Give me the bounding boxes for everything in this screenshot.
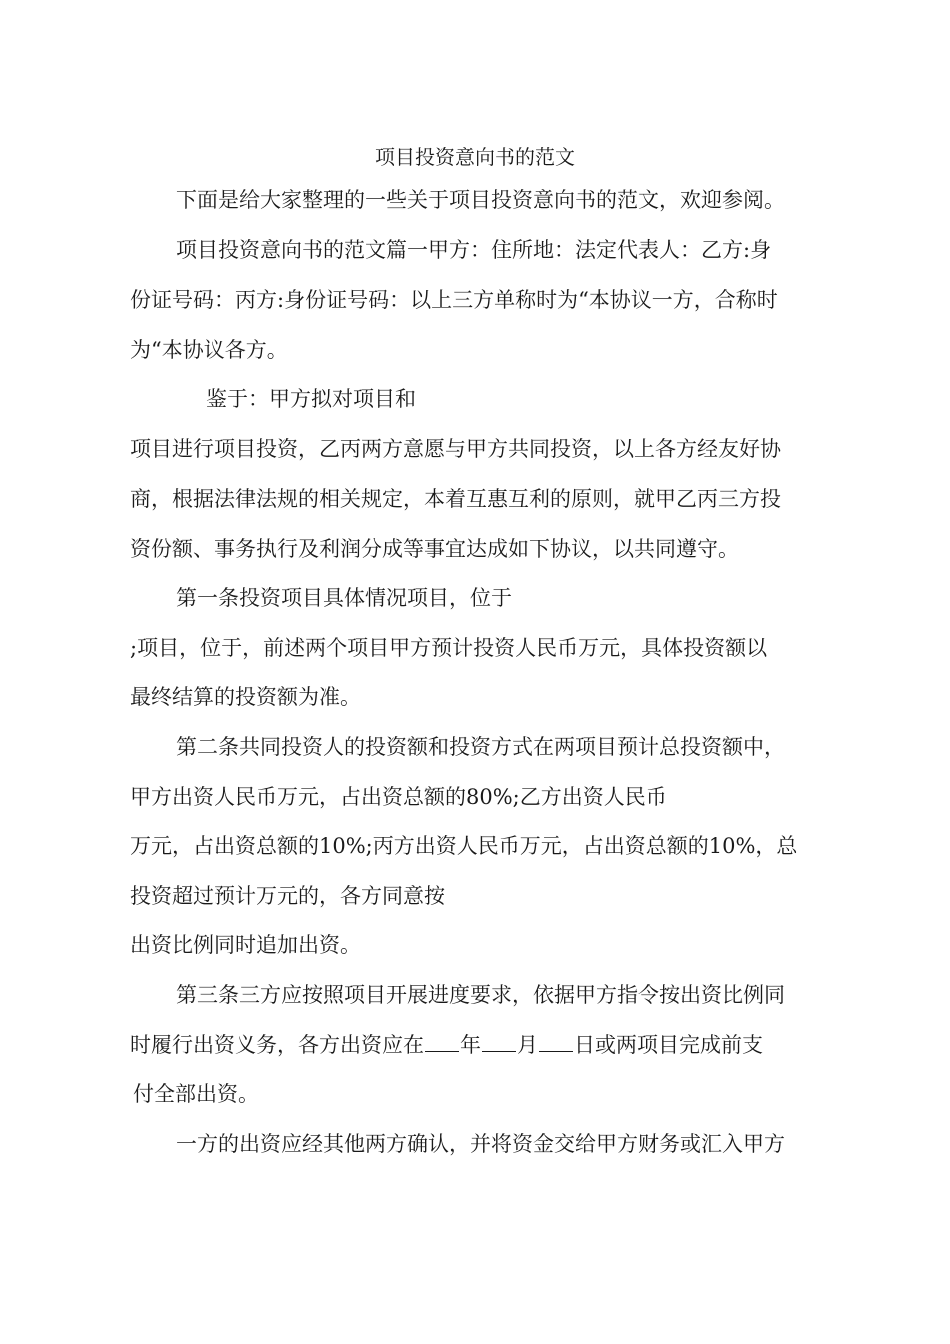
paragraph-line: 鉴于：甲方拟对项目和	[206, 387, 416, 411]
paragraph-line: 最终结算的投资额为准。	[130, 685, 361, 709]
paragraph-line: 一方的出资应经其他两方确认，并将资金交给甲方财务或汇入甲方	[176, 1132, 785, 1156]
paragraph-line: 商，根据法律法规的相关规定，本着互惠互利的原则，就甲乙丙三方投	[130, 487, 781, 511]
paragraph-line: 万元，占出资总额的10%;丙方出资人民币万元，占出资总额的10%，总	[130, 834, 798, 858]
paragraph-line: 第三条三方应按照项目开展进度要求，依据甲方指令按出资比例同	[176, 983, 785, 1007]
paragraph-line: 份证号码：丙方:身份证号码：以上三方单称时为“本协议一方，合称时	[130, 288, 778, 312]
paragraph-line: 为“本协议各方。	[130, 338, 288, 362]
deadline-line	[130, 1030, 763, 1060]
day-blank	[539, 1031, 573, 1052]
paragraph-line: 下面是给大家整理的一些关于项目投资意向书的范文，欢迎参阅。	[176, 188, 785, 212]
paragraph-line: 项目投资意向书的范文篇一甲方：住所地：法定代表人：乙方:身	[176, 238, 772, 262]
paragraph-line: 付全部出资。	[133, 1082, 259, 1106]
paragraph-line: 第一条投资项目具体情况项目，位于	[176, 586, 512, 610]
paragraph-line: 资份额、事务执行及利润分成等事宜达成如下协议，以共同遵守。	[130, 537, 739, 561]
paragraph-line: 甲方出资人民币万元，占出资总额的80%;乙方出资人民币	[130, 785, 667, 809]
paragraph-line: 项目进行项目投资，乙丙两方意愿与甲方共同投资，以上各方经友好协	[130, 437, 781, 461]
deadline-text: 时履行出资义务，各方出资应在	[130, 1033, 424, 1057]
paragraph-line: 投资超过预计万元的，各方同意按	[130, 884, 445, 908]
paragraph-line: 第二条共同投资人的投资额和投资方式在两项目预计总投资额中，	[176, 735, 785, 759]
month-label: 月	[517, 1033, 538, 1057]
deadline-text-end: 日或两项目完成前支	[574, 1033, 763, 1057]
paragraph-line: ;项目，位于，前述两个项目甲方预计投资人民币万元，具体投资额以	[130, 636, 768, 660]
year-blank	[425, 1031, 459, 1052]
year-label: 年	[460, 1033, 481, 1057]
paragraph-line: 出资比例同时追加出资。	[130, 933, 361, 957]
month-blank	[482, 1031, 516, 1052]
document-title: 项目投资意向书的范文	[375, 145, 575, 169]
